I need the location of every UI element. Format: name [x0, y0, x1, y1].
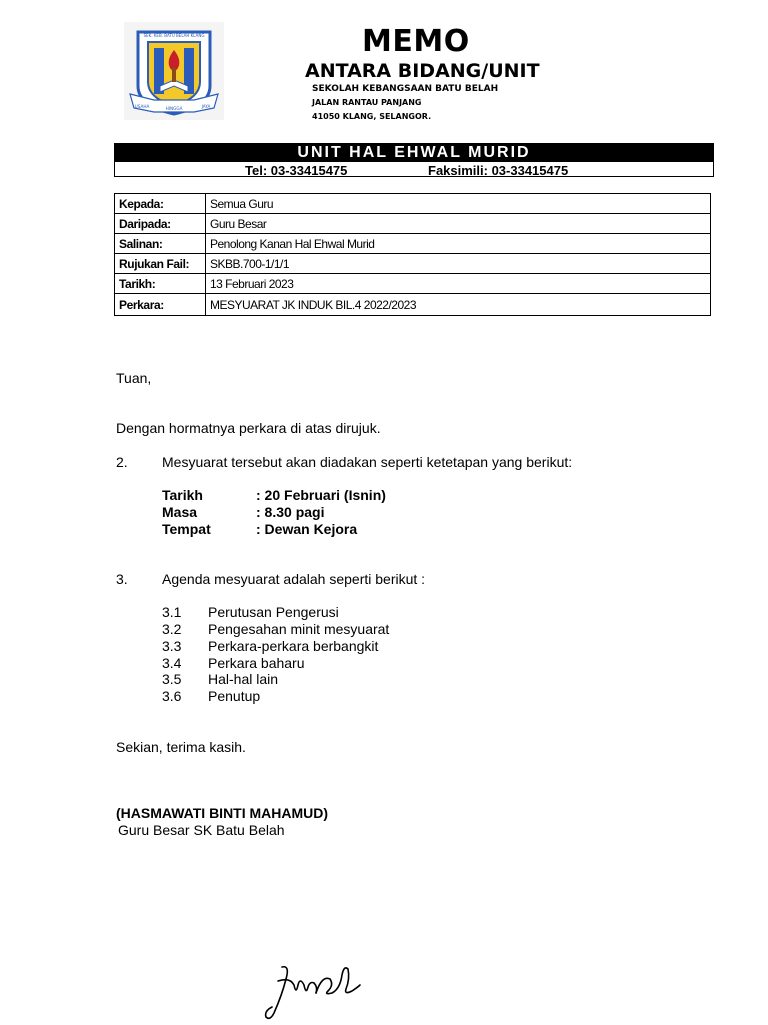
- detail-value-tarikh: : 20 Februari (Isnin): [256, 487, 386, 503]
- agenda-number: 3.2: [162, 621, 182, 637]
- agenda-item: Hal-hal lain: [208, 671, 279, 687]
- memo-subtitle: ANTARA BIDANG/UNIT: [305, 60, 540, 82]
- agenda-item: Perkara baharu: [208, 655, 305, 671]
- unit-header-box: [114, 143, 714, 177]
- table-row: [115, 194, 711, 214]
- fax-number: Faksimili: 03-33415475: [428, 163, 569, 178]
- detail-value-masa: : 8.30 pagi: [256, 504, 325, 520]
- table-row: [115, 214, 711, 234]
- agenda-item: Perkara-perkara berbangkit: [208, 638, 379, 654]
- paragraph-2-number: 2.: [116, 454, 128, 470]
- paragraph-2-text: Mesyuarat tersebut akan diadakan seperti ketetapan yang berikut:: [162, 454, 573, 470]
- logo-text-mid: HINGGA: [165, 106, 183, 111]
- info-label-kepada: Kepada:: [115, 194, 206, 214]
- info-value-salinan: Penolong Kanan Hal Ehwal Murid: [206, 234, 711, 254]
- table-row: [115, 294, 711, 316]
- agenda-number: 3.3: [162, 638, 182, 654]
- agenda-number: 3.6: [162, 688, 182, 704]
- info-label-salinan: Salinan:: [115, 234, 206, 254]
- paragraph-3-number: 3.: [116, 571, 128, 587]
- handwritten-signature: [260, 955, 370, 1025]
- school-name: SEKOLAH KEBANGSAAN BATU BELAH: [312, 84, 499, 94]
- info-value-daripada: Guru Besar: [206, 214, 711, 234]
- agenda-number: 3.5: [162, 671, 182, 687]
- telephone-number: Tel: 03-33415475: [245, 163, 348, 178]
- detail-label-tarikh: Tarikh: [162, 487, 203, 503]
- intro-paragraph: Dengan hormatnya perkara di atas dirujuk.: [116, 420, 381, 436]
- info-label-rujukan: Rujukan Fail:: [115, 254, 206, 274]
- unit-name-bar: UNIT HAL EHWAL MURID: [115, 144, 713, 162]
- detail-label-masa: Masa: [162, 504, 198, 520]
- greeting: Tuan,: [116, 370, 152, 386]
- school-crest-logo: [124, 22, 224, 120]
- agenda-item: Penutup: [208, 688, 261, 704]
- signatory-name: (HASMAWATI BINTI MAHAMUD): [116, 805, 329, 821]
- signatory-title: Guru Besar SK Batu Belah: [118, 822, 285, 838]
- agenda-number: 3.1: [162, 604, 182, 620]
- info-value-rujukan: SKBB.700-1/1/1: [206, 254, 711, 274]
- paragraph-3-text: Agenda mesyuarat adalah seperti berikut :: [162, 571, 426, 587]
- info-value-kepada: Semua Guru: [206, 194, 711, 214]
- table-row: [115, 254, 711, 274]
- memo-title: MEMO: [362, 24, 470, 59]
- address-line-2: 41050 KLANG, SELANGOR.: [312, 112, 432, 121]
- info-value-perkara: MESYUARAT JK INDUK BIL.4 2022/2023: [206, 294, 711, 316]
- logo-text-left: USAHA: [134, 104, 150, 109]
- logo-text-right: JAYA: [201, 104, 211, 109]
- address-line-1: JALAN RANTAU PANJANG: [312, 98, 422, 107]
- agenda-item: Perutusan Pengerusi: [208, 604, 339, 620]
- detail-value-tempat: : Dewan Kejora: [256, 521, 358, 537]
- info-label-tarikh: Tarikh:: [115, 274, 206, 294]
- table-row: [115, 274, 711, 294]
- closing-line: Sekian, terima kasih.: [116, 739, 246, 755]
- logo-text-top: SEK. KEB. BATU BELAH KLANG: [143, 33, 205, 38]
- agenda-item: Pengesahan minit mesyuarat: [208, 621, 390, 637]
- info-label-daripada: Daripada:: [115, 214, 206, 234]
- agenda-number: 3.4: [162, 655, 182, 671]
- detail-label-tempat: Tempat: [162, 521, 211, 537]
- table-row: [115, 234, 711, 254]
- info-value-tarikh: 13 Februari 2023: [206, 274, 711, 294]
- info-label-perkara: Perkara:: [115, 294, 206, 316]
- memo-info-table: [114, 193, 711, 316]
